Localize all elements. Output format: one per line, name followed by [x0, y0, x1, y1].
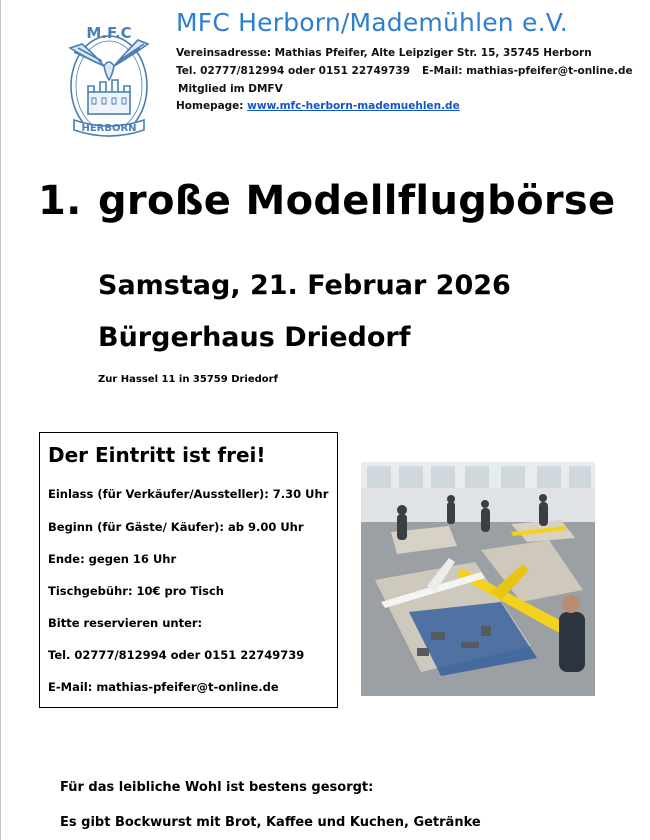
model-airplane-hall-photo: [361, 462, 595, 696]
homepage-line: [176, 100, 460, 112]
club-logo: [60, 14, 158, 142]
contact-line: [176, 65, 633, 77]
event-date: Samstag, 21. Februar 2026: [98, 270, 511, 301]
homepage-link[interactable]: www.mfc-herborn-mademuehlen.de: [247, 100, 460, 112]
info-line-end: Ende: gegen 16 Uhr: [48, 552, 177, 566]
event-address: Zur Hassel 11 in 35759 Driedorf: [98, 374, 278, 385]
club-membership: Mitglied im DMFV: [178, 83, 283, 95]
event-title: [38, 178, 615, 224]
info-line-reserve: Bitte reservieren unter:: [48, 616, 203, 630]
page-edge: [0, 0, 1, 840]
event-title-text: große Modellflugbörse: [98, 178, 616, 224]
club-email: E-Mail: mathias-pfeifer@t-online.de: [422, 65, 633, 77]
club-address: Vereinsadresse: Mathias Pfeifer, Alte Leipziger Str. 15, 35745 Herborn: [176, 47, 592, 59]
info-box: [39, 432, 338, 708]
event-photo: [361, 462, 595, 696]
free-entry-heading: Der Eintritt ist frei!: [48, 443, 266, 467]
info-line-fee: Tischgebühr: 10€ pro Tisch: [48, 584, 224, 598]
club-phone: Tel. 02777/812994 oder 0151 22749739: [176, 65, 410, 77]
homepage-label: Homepage:: [176, 100, 244, 112]
info-line-email: E-Mail: mathias-pfeifer@t-online.de: [48, 680, 279, 694]
club-name: MFC Herborn/Mademühlen e.V.: [176, 8, 568, 37]
eagle-emblem-icon: [60, 14, 158, 142]
logo-top-text: M.F.C: [86, 24, 132, 42]
event-number: 1.: [38, 178, 82, 224]
info-line-entry: Einlass (für Verkäufer/Aussteller): 7.30 Uhr: [48, 487, 329, 501]
info-line-start: Beginn (für Gäste/ Käufer): ab 9.00 Uhr: [48, 520, 304, 534]
logo-bottom-text: HERBORN: [81, 123, 137, 134]
catering-heading: Für das leibliche Wohl ist bestens gesorgt:: [60, 780, 374, 795]
info-line-phone: Tel. 02777/812994 oder 0151 22749739: [48, 648, 305, 662]
catering-items: Es gibt Bockwurst mit Brot, Kaffee und Kuchen, Getränke: [60, 815, 481, 830]
event-venue: Bürgerhaus Driedorf: [98, 322, 411, 353]
